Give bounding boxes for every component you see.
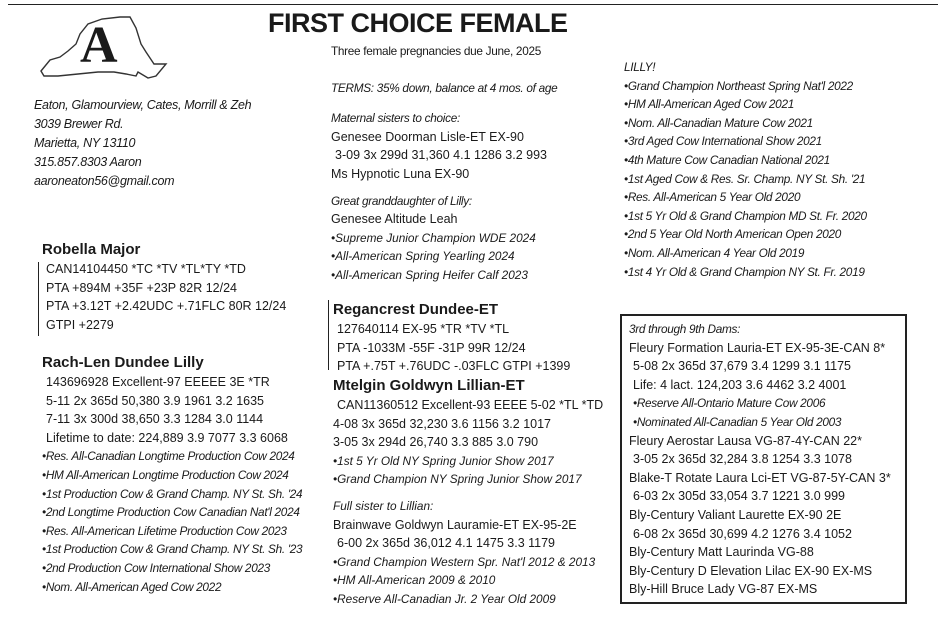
lilly-honor: •Nom. All-American 4 Year Old 2019 <box>624 245 805 260</box>
msire-block <box>333 300 570 376</box>
maternal-sister: Genesee Doorman Lisle-ET EX-90 <box>331 129 524 144</box>
lilly-honor: •Nom. All-Canadian Mature Cow 2021 <box>624 115 813 130</box>
sire-line: CAN14104450 *TC *TV *TL*TY *TD <box>46 262 246 276</box>
great-honor: •Supreme Junior Champion WDE 2024 <box>331 230 536 245</box>
page-title: FIRST CHOICE FEMALE <box>268 8 568 38</box>
lilly-block <box>624 58 867 281</box>
dam-ancestor-honor: •Reserve All-Ontario Mature Cow 2006 <box>633 396 826 411</box>
dam-honor: •2nd Longtime Production Cow Canadian Nat'l 2024 <box>42 505 300 520</box>
top-rule <box>8 4 938 5</box>
terms-note: TERMS: 35% down, balance at 4 mos. of age <box>331 80 558 95</box>
lilly-honor: •HM All-American Aged Cow 2021 <box>624 97 794 112</box>
dam-ancestor-record: 5-08 2x 365d 37,679 3.4 1299 3.1 1175 <box>633 359 852 374</box>
contact-email: aaroneaton56@gmail.com <box>34 174 175 188</box>
dam-ancestor-name: Bly-Century Matt Laurinda VG-88 <box>629 545 814 560</box>
dam-ancestor-name: Fleury Aerostar Lausa VG-87-4Y-CAN 22* <box>629 433 862 448</box>
contact-line: 315.857.8303 Aaron <box>34 155 142 169</box>
dam-ancestor-record: 6-08 2x 365d 30,699 4.2 1276 3.4 1052 <box>633 526 852 541</box>
full-record: 6-00 2x 365d 36,012 4.1 1475 3.3 1179 <box>337 536 556 551</box>
dam-line: Lifetime to date: 224,889 3.9 7077 3.3 6068 <box>46 430 288 445</box>
lilly-honor: •3rd Aged Cow International Show 2021 <box>624 134 822 149</box>
dam-honor: •2nd Production Cow International Show 2023 <box>42 560 270 575</box>
dam-ancestor-honor: •Nominated All-Canadian 5 Year Old 2003 <box>633 414 842 429</box>
sire-line: PTA +3.12T +2.42UDC +.71FLC 80R 12/24 <box>46 299 287 314</box>
lilly-honor: •2nd 5 Year Old North American Open 2020 <box>624 227 842 242</box>
dams-list <box>629 320 891 599</box>
lilly-honor: •4th Mature Cow Canadian National 2021 <box>624 152 830 167</box>
msire-line: 127640114 EX-95 *TR *TV *TL <box>337 322 510 336</box>
middle-column <box>331 42 557 285</box>
lilly-honor: •1st 4 Yr Old & Grand Champion NY St. Fr. 2019 <box>624 264 865 279</box>
dam-honors <box>42 447 302 596</box>
dam-honor: •Res. All-American Lifetime Production Cow 2023 <box>42 523 287 538</box>
sire-block <box>42 240 286 334</box>
dam-ancestor-name: Fleury Formation Lauria-ET EX-95-3E-CAN 8* <box>629 340 886 355</box>
dam-honor: •Nom. All-American Aged Cow 2022 <box>42 579 222 594</box>
pregnancy-note: Three female pregnancies due June, 2025 <box>331 44 541 58</box>
mdam-honor: •Grand Champion NY Spring Junior Show 2017 <box>333 472 582 487</box>
new-york-state-logo <box>38 14 170 89</box>
mdam-name: Mtelgin Goldwyn Lillian-ET <box>333 377 525 394</box>
contact-line: Marietta, NY 13110 <box>34 136 136 150</box>
logo-letter: A <box>80 17 118 74</box>
maternal-heading: Maternal sisters to choice: <box>331 111 460 126</box>
mdam-block <box>333 376 603 609</box>
dams-heading: 3rd through 9th Dams: <box>629 322 741 336</box>
great-name: Genesee Altitude Leah <box>331 212 458 227</box>
full-honor: •HM All-American 2009 & 2010 <box>333 573 496 588</box>
maternal-record: 3-09 3x 299d 31,360 4.1 1286 3.2 993 <box>335 148 547 163</box>
dam-ancestor-record: 6-03 2x 305d 33,054 3.7 1221 3.0 999 <box>633 489 845 504</box>
mdam-line: 4-08 3x 365d 32,230 3.6 1156 3.2 1017 <box>333 416 552 431</box>
maternal-sister: Ms Hypnotic Luna EX-90 <box>331 166 470 181</box>
full-honor: •Grand Champion Western Spr. Nat'l 2012 & 2013 <box>333 554 596 569</box>
msire-line: PTA -1033M -55F -31P 99R 12/24 <box>337 340 526 355</box>
dam-line: 143696928 Excellent-97 EEEEE 3E *TR <box>46 375 270 389</box>
great-honor: •All-American Spring Heifer Calf 2023 <box>331 267 528 282</box>
lilly-honor: •1st Aged Cow & Res. Sr. Champ. NY St. Sh. '21 <box>624 171 866 186</box>
msire-line: PTA +.75T +.76UDC -.03FLC GTPI +1399 <box>337 359 571 374</box>
dam-ancestor-name: Blake-T Rotate Laura Lci-ET VG-87-5Y-CAN 3* <box>629 470 891 485</box>
full-name: Brainwave Goldwyn Lauramie-ET EX-95-2E <box>333 517 577 532</box>
dam-block <box>42 353 302 596</box>
contact-block <box>34 96 251 191</box>
dam-name: Rach-Len Dundee Lilly <box>42 354 204 371</box>
contact-line: 3039 Brewer Rd. <box>34 117 124 131</box>
sire-bracket <box>38 262 39 336</box>
lilly-honor: •Grand Champion Northeast Spring Nat'l 2022 <box>624 78 853 93</box>
msire-bracket <box>328 300 329 370</box>
dam-ancestor-name: Bly-Hill Bruce Lady VG-87 EX-MS <box>629 582 818 597</box>
dam-line: 5-11 2x 365d 50,380 3.9 1961 3.2 1635 <box>46 393 265 408</box>
sire-line: GTPI +2279 <box>46 317 114 332</box>
great-heading: Great granddaughter of Lilly: <box>331 193 472 208</box>
msire-name: Regancrest Dundee-ET <box>333 301 499 318</box>
dam-ancestor-name: Bly-Century Valiant Laurette EX-90 2E <box>629 507 842 522</box>
sire-line: PTA +894M +35F +23P 82R 12/24 <box>46 280 237 295</box>
dams-rows <box>629 339 891 599</box>
dam-ancestor-record: Life: 4 lact. 124,203 3.6 4462 3.2 4001 <box>633 377 847 392</box>
mdam-line: CAN11360512 Excellent-93 EEEE 5-02 *TL *TD <box>337 398 604 412</box>
lilly-honor: •Res. All-American 5 Year Old 2020 <box>624 190 801 205</box>
lilly-honor: •1st 5 Yr Old & Grand Champion MD St. Fr. 2020 <box>624 208 867 223</box>
dam-ancestor-name: Bly-Century D Elevation Lilac EX-90 EX-MS <box>629 563 873 578</box>
dam-line: 7-11 3x 300d 38,650 3.3 1284 3.0 1144 <box>46 412 264 427</box>
great-honor: •All-American Spring Yearling 2024 <box>331 249 515 264</box>
dam-honor: •1st Production Cow & Grand Champ. NY St. Sh. '23 <box>42 542 303 557</box>
contact-line: Eaton, Glamourview, Cates, Morrill & Zeh <box>34 98 252 112</box>
dam-honor: •Res. All-Canadian Longtime Production Cow 2024 <box>42 449 295 464</box>
dam-honor: •HM All-American Longtime Production Cow 2024 <box>42 467 289 482</box>
mdam-honor: •1st 5 Yr Old NY Spring Junior Show 2017 <box>333 453 554 468</box>
full-honor: •Reserve All-Canadian Jr. 2 Year Old 2009 <box>333 591 556 606</box>
dam-honor: •1st Production Cow & Grand Champ. NY St. Sh. '24 <box>42 486 303 501</box>
lilly-heading: LILLY! <box>624 60 656 74</box>
mdam-line: 3-05 3x 294d 26,740 3.3 885 3.0 790 <box>333 435 539 450</box>
dam-ancestor-record: 3-05 2x 365d 32,284 3.8 1254 3.3 1078 <box>633 452 852 467</box>
full-heading: Full sister to Lillian: <box>333 498 434 513</box>
sire-name: Robella Major <box>42 241 141 258</box>
